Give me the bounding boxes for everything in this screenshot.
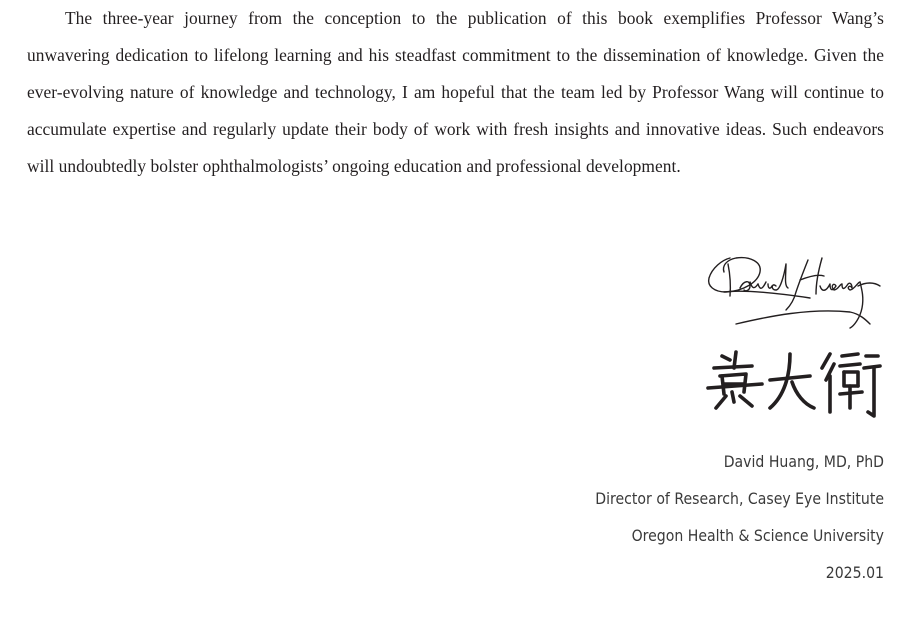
author-institution: Oregon Health & Science University (631, 526, 884, 545)
signoff-date: 2025.01 (825, 563, 884, 582)
author-name: David Huang, MD, PhD (723, 452, 884, 471)
signoff-block (444, 443, 884, 591)
author-title: Director of Research, Casey Eye Institute (595, 489, 884, 508)
body-paragraph: The three-year journey from the conception to the publication of this book exemplifies Professor Wang’s unwavering dedication to lifelong learning and his steadfast commitment to the dissemination of knowledge. Given the ever-evolving nature of knowledge and technology, I am hopeful that the team led by Professor Wang will continue to accumulate expertise and regularly update their body of work with fresh insights and innovative ideas. Such endeavors will undoubtedly bolster ophthalmologists’ ongoing education and professional development. (27, 8, 884, 176)
signature-english-handwritten (700, 246, 885, 332)
signature-chinese-handwritten (700, 346, 885, 422)
